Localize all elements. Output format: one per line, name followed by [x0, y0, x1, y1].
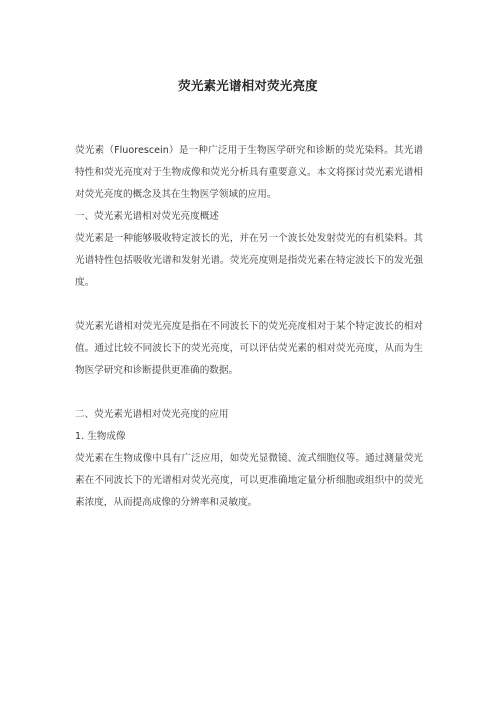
section-1-heading: 一、荧光素光谱相对荧光亮度概述	[75, 211, 219, 222]
subsection-1-paragraph: 荧光素在生物成像中具有广泛应用，如荧光显微镜、流式细胞仪等。通过测量荧光素在不同波长下的光谱相对荧光亮度，可以更准确地定量分析细胞或组织中的荧光素浓度，从而提高成像的分辨率和灵敏度。	[75, 453, 423, 508]
section-1-paragraph-2: 荧光素光谱相对荧光亮度是指在不同波长下的荧光亮度相对于某个特定波长的相对值。通过比较不同波长下的荧光亮度，可以评估荧光素的相对荧光亮度，从而为生物医学研究和诊断提供更准确的数据。	[75, 321, 423, 376]
intro-paragraph: 荧光素（Fluorescein）是一种广泛用于生物医学研究和诊断的荧光染料。其光谱特性和荧光亮度对于生物成像和荧光分析具有重要意义。本文将探讨荧光素光谱相对荧光亮度的概念及其在生物医学领域的应用。	[75, 145, 423, 200]
section-2-heading: 二、荧光素光谱相对荧光亮度的应用	[75, 409, 229, 420]
subsection-1-heading: 1. 生物成像	[75, 431, 126, 442]
document-title: 荧光素光谱相对荧光亮度	[178, 78, 318, 93]
section-1-paragraph-1: 荧光素是一种能够吸收特定波长的光，并在另一个波长处发射荧光的有机染料。其光谱特性包括吸收光谱和发射光谱。荧光亮度则是指荧光素在特定波长下的发光强度。	[75, 233, 423, 288]
